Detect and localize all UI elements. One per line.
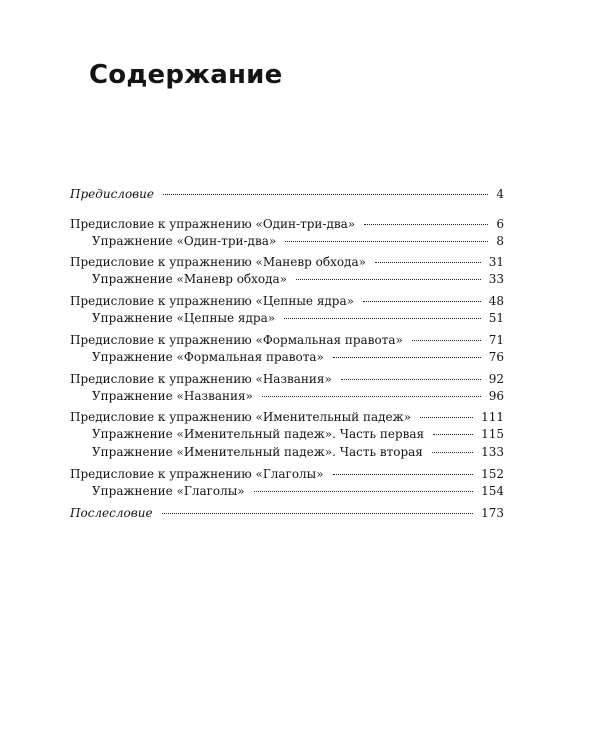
toc-entry-title: Упражнение «Названия»	[92, 389, 253, 403]
dot-leader	[333, 357, 481, 358]
toc-entry-title: Предисловие к упражнению «Формальная правота»	[70, 333, 403, 347]
toc-entry-title: Упражнение «Глаголы»	[92, 484, 245, 498]
toc-entry-page: 111	[481, 410, 504, 424]
toc-entry-page: 6	[496, 217, 504, 231]
dot-leader	[432, 452, 473, 453]
dot-leader	[163, 194, 488, 195]
toc-entry-title: Предисловие к упражнению «Названия»	[70, 372, 332, 386]
dot-leader	[412, 340, 481, 341]
dot-leader	[375, 262, 481, 263]
toc-entry-page: 92	[488, 372, 504, 386]
toc-entry-title: Предисловие к упражнению «Глаголы»	[70, 467, 324, 481]
dot-leader	[420, 417, 473, 418]
toc-entry-exercise-tsepnye	[92, 310, 504, 326]
toc-entry-exercise-imenitelny-1	[92, 426, 504, 442]
toc-entry-exercise-odin-tri-dva	[92, 233, 504, 249]
toc-entry-title: Упражнение «Маневр обхода»	[92, 272, 288, 286]
dot-leader	[364, 224, 488, 225]
toc-entry-exercise-nazvaniya	[92, 388, 504, 404]
page-title: Содержание	[89, 60, 283, 90]
toc-entry-title: Предисловие к упражнению «Именительный падеж»	[70, 410, 411, 424]
dot-leader	[162, 513, 474, 514]
toc-entry-page: 115	[481, 427, 504, 441]
toc-entry-exercise-formalnaya	[92, 349, 504, 365]
toc-entry-title: Послесловие	[70, 506, 153, 520]
dot-leader	[296, 279, 481, 280]
toc-entry-page: 8	[496, 234, 504, 248]
toc-entry-page: 31	[488, 255, 504, 269]
dot-leader	[262, 396, 481, 397]
dot-leader	[333, 474, 474, 475]
toc-entry-page: 173	[481, 506, 504, 520]
toc-entry-page: 33	[488, 272, 504, 286]
toc-entry-page: 152	[481, 467, 504, 481]
dot-leader	[341, 379, 481, 380]
toc-entry-page: 51	[488, 311, 504, 325]
dot-leader	[254, 491, 473, 492]
toc-entry-title: Упражнение «Формальная правота»	[92, 350, 324, 364]
toc-entry-title: Упражнение «Именительный падеж». Часть первая	[92, 427, 425, 441]
toc-entry-title: Упражнение «Именительный падеж». Часть вторая	[92, 445, 423, 459]
toc-entry-preface-nazvaniya	[70, 371, 504, 387]
toc-entry-preface-manevr	[70, 254, 504, 270]
toc-entry-title: Предисловие к упражнению «Маневр обхода»	[70, 255, 366, 269]
toc-entry-preface-formalnaya	[70, 332, 504, 348]
dot-leader	[285, 241, 488, 242]
toc-entry-page: 154	[481, 484, 504, 498]
toc-entry-page: 71	[488, 333, 504, 347]
toc-entry-title: Упражнение «Один-три-два»	[92, 234, 277, 248]
toc-entry-preface-imenitelny	[70, 409, 504, 425]
toc-entry-exercise-manevr	[92, 271, 504, 287]
dot-leader	[284, 318, 481, 319]
toc-entry-title: Предисловие к упражнению «Один-три-два»	[70, 217, 356, 231]
toc-entry-preface	[70, 186, 504, 202]
dot-leader	[363, 301, 481, 302]
toc-entry-exercise-imenitelny-2	[92, 444, 504, 460]
toc-entry-preface-glagoly	[70, 466, 504, 482]
toc-entry-page: 133	[481, 445, 504, 459]
toc-entry-page: 4	[496, 187, 504, 201]
toc-entry-page: 76	[488, 350, 504, 364]
toc-entry-afterword	[70, 505, 504, 521]
toc-entry-title: Упражнение «Цепные ядра»	[92, 311, 276, 325]
toc-entry-title: Предисловие	[70, 187, 154, 201]
toc-entry-page: 96	[488, 389, 504, 403]
toc-entry-title: Предисловие к упражнению «Цепные ядра»	[70, 294, 354, 308]
toc-entry-exercise-glagoly	[92, 483, 504, 499]
dot-leader	[433, 434, 473, 435]
toc-entry-page: 48	[488, 294, 504, 308]
toc-entry-preface-odin-tri-dva	[70, 216, 504, 232]
toc-entry-preface-tsepnye	[70, 293, 504, 309]
